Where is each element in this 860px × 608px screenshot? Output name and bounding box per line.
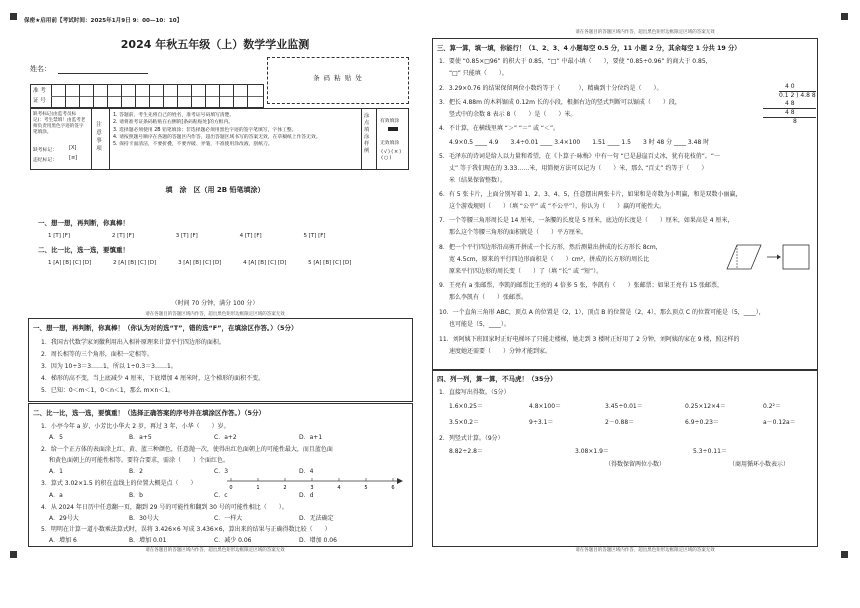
number-line-ticks [229, 478, 394, 490]
calc-note: （得数保留两位小数） [605, 461, 666, 468]
number-line-tick-label: 3 [310, 485, 314, 490]
parallelogram-shape [727, 245, 761, 269]
fill-question: 4．不计算，在横线里填 “＞” “＝” 或 “＜”。 [439, 125, 560, 132]
corner-marker [10, 13, 17, 20]
choice-option: A．5 [49, 434, 63, 441]
fill-question-cont: 这个游戏规则（ ）（填 “公平” 或 “不公平”），你认为（ ）赢的可能性大。 [449, 203, 666, 210]
number-line-tick-label: 2 [283, 485, 287, 490]
absence-bubble[interactable]: [X] [69, 145, 77, 151]
footer-note: 请在各题目的答题区域内作答，超出黑色矩形边框限定区域的答案无效 [575, 30, 715, 35]
judge-item: 5．已知：0＜m＜1，0＜n＜1，那么 m×n＜1。 [41, 387, 175, 394]
number-line-tick-label: 1 [256, 485, 260, 490]
calc-item: 8.82÷2.8＝ [449, 448, 483, 455]
violation-bubble[interactable]: [≡] [69, 155, 78, 161]
fill-question: 8．把一个平行四边形沿高剪开拼成一个长方形，然后测量出拼成的长方形长 8cm， [439, 244, 662, 251]
fill-question: 7．一个等腰三角形周长是 14 厘米，一条腰的长度是 5 厘米，底边的长度是（ ）厘米，如果高是 4 厘米， [439, 217, 734, 224]
answer-bubble[interactable]: 2 [A] [B] [C] [D] [113, 260, 157, 266]
compare-row: 4.9×0.5 ____ 4.9 3.4÷0.01 ____ 3.4×100 1.5̇1 ____ 1.5̇ 3 时 48 分 ____ 3.48 时 [449, 139, 710, 146]
answer-bubble[interactable]: 4 [A] [B] [C] [D] [243, 260, 287, 266]
fill-question: 1．要使 “0.85×□96” 的积大于 0.85，“□” 中最小填（ ），要使 “0.85÷0.96” 的商大于 0.85， [439, 58, 712, 65]
choice-option: D．a+1 [299, 434, 323, 441]
calc-item: 9÷3.1＝ [529, 419, 554, 426]
number-line-arrow [397, 478, 403, 484]
choice-option: B．30号大 [129, 515, 159, 522]
barcode-label: 条 码 粘 贴 处 [313, 74, 363, 82]
note-item: 1. 答题前，考生先将自己的姓名，准考证号码填写清楚。 [113, 113, 235, 118]
barcode-area [267, 57, 409, 104]
time-note: （时间 70 分钟，满分 100 分） [171, 300, 259, 307]
calc-item: 1.6×0.25＝ [449, 403, 483, 410]
answer-bubble[interactable]: 4 [T] [F] [239, 233, 262, 239]
choice-question: 3．算式 3.02×1.5 的积在直线上的位置大概是点（ ） [41, 480, 197, 487]
answer-bubble[interactable]: 3 [T] [F] [175, 233, 198, 239]
choice-option: A．a [49, 492, 63, 499]
choice-option: B．a+5 [129, 434, 152, 441]
fill-sec1-row[interactable] [48, 233, 344, 239]
fill-question-cont: 竖式中的余数 8 表示 8（ ）是（ ）米。 [449, 111, 577, 118]
footer-note: 请在各题目的答题区域内作答，超出黑色矩形边框限定区域的答案无效 [145, 548, 285, 553]
part3-title: 三、算一算，填一填，你能行！（1、2、3、4 小题每空 0.5 分，11 小题 2 分，其余每空 1 分共 19 分） [437, 45, 741, 52]
answer-bubble[interactable]: 3 [A] [B] [C] [D] [178, 260, 222, 266]
answer-bubble[interactable]: 1 [T] [F] [48, 233, 71, 239]
fill-valid-label: 有效填涂 [380, 119, 400, 124]
number-line-tick-label: 5 [364, 485, 368, 490]
fill-question-cont: 米（结果保留整数）。 [449, 177, 507, 184]
absence-hint: 缺考标记(由监考员标记)：考生禁填！由监考老师负责用黑色字迹的签字笔填涂。 [33, 112, 86, 135]
answer-bubble[interactable]: 5 [A] [B] [C] [D] [308, 260, 352, 266]
name-line[interactable] [58, 73, 148, 74]
page-title: 2024 年秋五年级（上）数学学业监测 [120, 38, 310, 51]
part1-title: 一、想一想，再判断，你真棒！（你认为对的选“T”，错的选“F”，在填涂区作答。）（5分） [33, 324, 298, 332]
ticket-number-grid[interactable] [30, 84, 264, 108]
division-quotient: 4 0 [785, 83, 795, 90]
calc-question: 2．列竖式计算。（9分） [439, 435, 504, 442]
choice-question: 4．从 2024 年日历中任意翻一页，翻到 29 号的可能性和翻到 30 号的可能性相比（ ）。 [41, 504, 288, 511]
calc-item: 3.5×0.2＝ [449, 419, 480, 426]
choice-option: B．b [129, 492, 143, 499]
choice-question-cont: 和黄色面朝上的可能性相等。要符合要求，需涂（ ）个面红色。 [49, 457, 230, 464]
fill-question: 5．毛泽东的诗词是给人以力量和希望，在《卜算子·咏梅》中有一句 “已是悬崖百丈冰，犹有花枝俏”。“一 [439, 153, 720, 160]
fill-sample-label: 涂点填涂样例 [364, 113, 370, 154]
fill-question-cont: “□” 只能填（ ）。 [449, 70, 508, 77]
choice-option: A．1 [49, 468, 63, 475]
choice-option: C．a+2 [214, 434, 237, 441]
division-remainder: 8 [763, 117, 816, 126]
part4-title: 四、列一列，算一算，不马虎！（35分） [437, 375, 557, 383]
rectangle-shape [783, 245, 809, 269]
ticket-label-2: 证 号 [33, 98, 46, 104]
fill-invalid-label: 无效填涂 [380, 141, 400, 146]
part1-box [28, 318, 413, 402]
fill-sec2-title: 二、比一比，选一选，要慎重！ [38, 246, 129, 254]
choice-question: 2．给一个正方体的表面涂上红、黄、蓝三种颜色，任意抛一次，使得出红色面朝上的可能性最大，而且蓝色面 [41, 446, 333, 453]
part4-box [432, 370, 818, 547]
ticket-label-1: 准 考 [33, 88, 46, 94]
fill-valid-sample [388, 127, 398, 131]
calc-item: 2－0.88＝ [605, 419, 635, 426]
answer-bubble[interactable]: 2 [T] [F] [111, 233, 134, 239]
choice-option: C．减少 0.06 [214, 537, 252, 544]
choice-option: D．增加 0.06 [299, 537, 337, 544]
fill-invalid-sample: ⟨√⟩⟨×⟩⟨○⟩ [381, 149, 403, 161]
note-item: 3. 选择题必须使用 2B 铅笔填涂；非选择题必须用黑色字迹的签字笔填写，字体工整。 [113, 127, 297, 133]
parallelogram-figure [717, 239, 813, 273]
calc-item: 0.25×12×4＝ [685, 403, 726, 410]
notes-list [113, 112, 321, 148]
fill-sec2-row[interactable] [48, 260, 369, 266]
absence-label: 缺考标记： [33, 148, 57, 153]
calc-item: 3.45÷0.01＝ [605, 403, 643, 410]
division-step: 4 8 [785, 100, 795, 107]
choice-option: A．增加 6 [49, 537, 77, 544]
part2-box [28, 403, 413, 547]
fill-question: 2．3.29×0.76 的结果保留两位小数约等于（ ），精确到十分位约是（ ）。 [439, 85, 663, 92]
answer-bubble[interactable]: 5 [T] [F] [303, 233, 326, 239]
division-expression: 0.1 2 ) 4.8 8 [779, 92, 816, 99]
fill-sec1-title: 一、想一想，再判断，你真棒！ [38, 219, 129, 227]
corner-marker [841, 13, 848, 20]
note-item: 2. 请将准考证条码粘贴在右侧的[条码粘贴处]的方框内。 [113, 120, 234, 126]
part3-box [432, 38, 818, 370]
notice-label: 注意事项 [96, 122, 102, 152]
note-item: 4. 请按照题号顺序在各题的答题区内作答，超出答题区域书写的答案无效，在草稿纸上作答无效。 [113, 134, 321, 140]
answer-bubble[interactable]: 1 [A] [B] [C] [D] [48, 260, 92, 266]
fill-question: 3．把长 4.88m 的木料锯成 0.12m 长的小段，根据右边的竖式判断可以锯成（ ）段， [439, 99, 681, 106]
note-item: 5. 保持卡面清洁，不要折叠，不要弄破、弄皱，不准使用涂改液、刮纸刀。 [113, 142, 273, 148]
fill-question: 10．一个直角三角形 ABC，顶点 A 的位置是（2，1），顶点 B 的位置是（2，4），那么顶点 C 的位置可能是（5，____）， [439, 309, 765, 316]
choice-option: A．29号大 [49, 515, 79, 522]
choice-option: D．d [299, 492, 314, 499]
arrow-head [777, 255, 781, 260]
fill-question-cont: 那么李凯有（ ）张邮票。 [449, 294, 528, 301]
number-line-tick-label: 6 [391, 485, 395, 490]
notes-box [30, 108, 409, 170]
name-label: 姓名： [30, 65, 51, 73]
number-line [225, 472, 405, 490]
long-division [763, 83, 816, 126]
choice-option: D．4 [299, 468, 314, 475]
calc-note: （商用循环小数表示） [729, 461, 790, 468]
choice-option: D．无法确定 [299, 515, 334, 522]
choice-option: C．c [214, 492, 228, 499]
judge-item: 1．我国古代数学家刘徽利用出入相补原理来计算平行四边形的面积。 [41, 339, 225, 346]
choice-question: 5．明明在计算一道小数乘法算式时，误将 3.426×6 写成 3.436×6，算出来的结果与正确得数比较（ ） [41, 526, 331, 533]
calc-item: 5.3÷0.11＝ [693, 448, 727, 455]
fill-question-cont: 丈” 等于我们现在的 3.33……米，用简便方法可以记为（ ）米，那么 “百丈” 约等于（ ） [449, 165, 708, 172]
number-line-tick-label: 0 [229, 485, 233, 490]
fill-question: 11．刘阿姨下班回家时正好电梯坏了只能走楼梯，她走到 3 楼时正好用了 2 分钟，刘阿姨的家在 9 楼，照这样的 [439, 336, 740, 343]
calc-item: 4.8×100＝ [529, 403, 562, 410]
judge-item: 4．梯形的高不变，当上底减少 4 厘米，下底增加 4 厘米时，这个梯形的面积不变。 [41, 375, 265, 382]
footer-note: 请在各题目的答题区域内作答，超出黑色矩形边框限定区域的答案无效 [145, 312, 285, 317]
fill-question-cont: 速度她还需要（ ）分钟才能到家。 [449, 348, 552, 355]
judge-item: 2．周长相等的三个角形，面积一定相等。 [41, 351, 153, 358]
calc-question: 1．直接写出得数。（5分） [439, 389, 510, 396]
choice-option: B．增加 0.01 [129, 537, 167, 544]
division-step: 4 8 [763, 108, 816, 117]
judge-item: 3．因为 10÷3＝3……1，所以 1÷0.3＝3……1。 [41, 363, 177, 370]
calc-item: 3.08×1.9＝ [575, 448, 609, 455]
footer-note: 请在各题目的答题区域内作答，超出黑色矩形边框限定区域的答案无效 [575, 548, 715, 553]
choice-option: C．3 [214, 468, 229, 475]
fill-question: 9．王亮有 a 张邮票，李凯的邮票比王亮的 4 倍多 5 张，李凯有（ ）张邮票；如果王亮有 15 张邮票， [439, 282, 724, 289]
fill-question-cont: 那么这个等腰三角形的面积就是（ ）平方厘米。 [449, 229, 588, 236]
fill-question-cont: 原来平行四边形的周长变（ ）了（填 “长” 或 “短”）。 [449, 268, 603, 275]
choice-option: C．一样大 [214, 515, 243, 522]
fill-question: 6．有 5 张卡片，上面分别写着 1、2、3、4、5，任意摆出两张卡片，如果和是奇数为小明赢，和是双数小丽赢， [439, 191, 742, 198]
fill-area-title: 填 涂 区（用 2B 铅笔填涂） [165, 186, 265, 194]
choice-question: 1．小亭今年 a 岁，小芳比小华大 2 岁，再过 3 年，小华（ ）岁。 [41, 423, 230, 430]
number-line-tick-label: 4 [337, 485, 341, 490]
calc-item: a－0.12a＝ [763, 419, 796, 426]
violation-label: 违纪标记： [33, 158, 57, 163]
fill-question-cont: 也可能是（5，____）。 [449, 321, 510, 328]
calc-item: 0.2²＝ [763, 403, 781, 410]
fill-question-cont: 宽 4.5cm，原来的平行四边形面积是（ ）cm²，拼成的长方形的周长比 [449, 256, 650, 263]
choice-option: B．2 [129, 468, 143, 475]
part2-title: 二、比一比，选一选，要慎重！（选择正确答案的序号并在填涂区作答。）（5分） [33, 409, 266, 417]
exam-time: 保密★启用前【考试时间：2025年1月9日 9：00—10：10】 [24, 18, 183, 24]
calc-item: 6.9÷0.23＝ [685, 419, 719, 426]
